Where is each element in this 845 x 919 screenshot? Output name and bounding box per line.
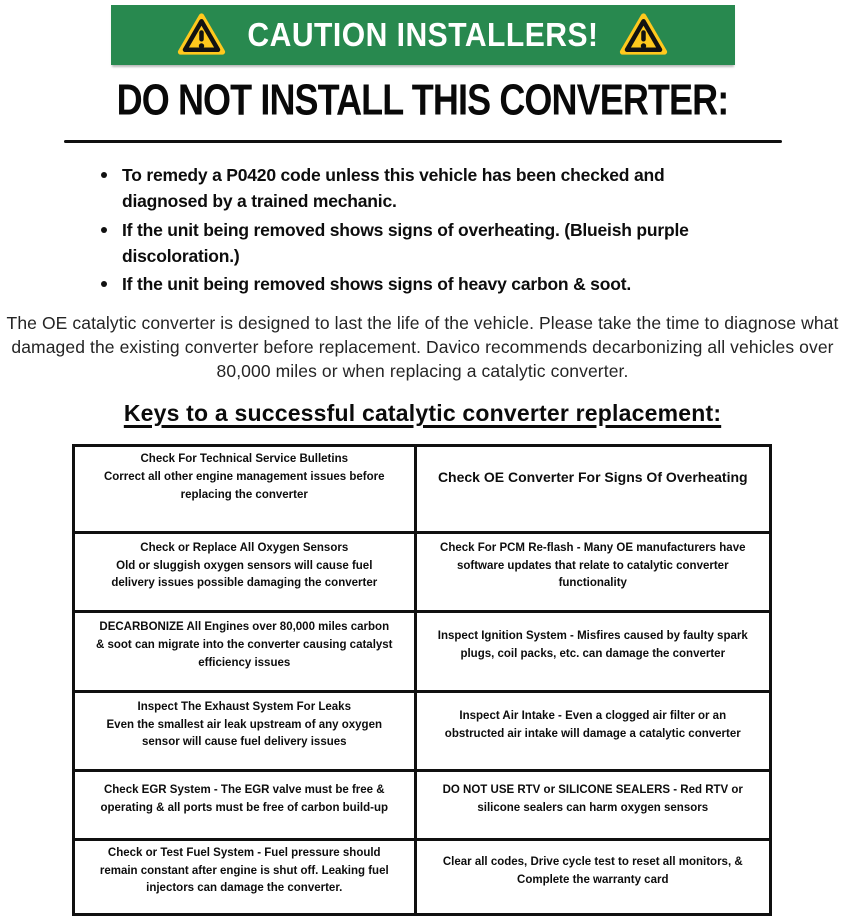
bullet-item — [98, 271, 730, 297]
cell-text: Check OE Converter For Signs Of Overheating — [437, 469, 748, 485]
bullet-text: To remedy a P0420 code unless this vehicle has been checked and diagnosed by a trained mechanic. — [122, 165, 665, 212]
bullet-dot-icon — [101, 172, 107, 178]
cell-text: Inspect Air Intake - Even a clogged air filter or an obstructed air intake will damage a catalytic converter — [444, 709, 741, 740]
do-not-install-heading: DO NOT INSTALL THIS CONVERTER: — [116, 75, 729, 125]
bullet-item — [98, 162, 730, 215]
divider-line — [64, 140, 782, 143]
advisory-paragraph: The OE catalytic converter is designed to last the life of the vehicle. Please take the time to diagnose what damaged the existing converter before replacement. Davico recommends decarbonizing all vehicles over 80,000 miles or when replacing a catalytic converter. — [6, 313, 839, 381]
cell-text: Check or Replace All Oxygen Sensors — [140, 541, 349, 554]
bullet-text: If the unit being removed shows signs of heavy carbon & soot. — [122, 274, 631, 294]
tips-table — [72, 444, 772, 915]
table-cell-right — [415, 691, 770, 770]
cell-text: Check For PCM Re-flash - Many OE manufacturers have software updates that relate to catalytic converter functionality — [440, 541, 746, 590]
cell-text: Inspect The Exhaust System For Leaks — [137, 700, 351, 713]
table-cell-right — [415, 532, 770, 611]
table-cell-left — [74, 532, 416, 611]
table-cell-right — [415, 839, 770, 914]
cell-text: Check EGR System - The EGR valve must be free & operating & all ports must be free of carbon build-up — [100, 783, 389, 814]
cell-text: DECARBONIZE All Engines over 80,000 miles carbon & soot can migrate into the converter causing catalyst efficiency issues — [95, 621, 393, 669]
cell-text: Clear all codes, Drive cycle test to reset all monitors, & Complete the warranty card — [442, 855, 743, 886]
warning-bullet-list — [98, 162, 730, 297]
caution-banner-title: CAUTION INSTALLERS! — [246, 15, 599, 54]
bullet-item — [98, 217, 730, 270]
caution-banner — [111, 5, 735, 65]
table-row — [74, 839, 771, 914]
table-cell-right — [415, 446, 770, 532]
table-cell-right — [415, 770, 770, 839]
table-row — [74, 691, 771, 770]
table-row — [74, 770, 771, 839]
warning-triangle-icon — [177, 13, 226, 58]
bullet-text: If the unit being removed shows signs of overheating. (Blueish purple discoloration.) — [122, 219, 689, 266]
table-row — [74, 532, 771, 611]
keys-heading: Keys to a successful catalytic converter replacement: — [123, 400, 722, 427]
table-cell-left — [74, 691, 416, 770]
warning-triangle-icon — [619, 13, 668, 58]
table-row — [74, 446, 771, 532]
cell-text: Correct all other engine management issues before replacing the converter — [103, 470, 385, 501]
cell-text: Check or Test Fuel System - Fuel pressure should remain constant after engine is shut off. Leaking fuel injectors can damage the converter. — [99, 846, 389, 895]
table-cell-right — [415, 611, 770, 691]
table-cell-left — [74, 446, 416, 532]
bullet-dot-icon — [101, 227, 107, 233]
bullet-dot-icon — [101, 281, 107, 287]
cell-text: Even the smallest air leak upstream of any oxygen sensor will cause fuel delivery issues — [106, 718, 382, 749]
table-cell-left — [74, 839, 416, 914]
cell-text: Inspect Ignition System - Misfires caused by faulty spark plugs, coil packs, etc. can damage the converter — [437, 630, 748, 661]
table-cell-left — [74, 770, 416, 839]
cell-text: Old or sluggish oxygen sensors will cause fuel delivery issues possible damaging the converter — [111, 559, 378, 590]
table-cell-left — [74, 611, 416, 691]
table-row — [74, 611, 771, 691]
cell-text: DO NOT USE RTV or SILICONE SEALERS - Red RTV or silicone sealers can harm oxygen sensors — [442, 783, 743, 814]
cell-text: Check For Technical Service Bulletins — [140, 453, 348, 466]
